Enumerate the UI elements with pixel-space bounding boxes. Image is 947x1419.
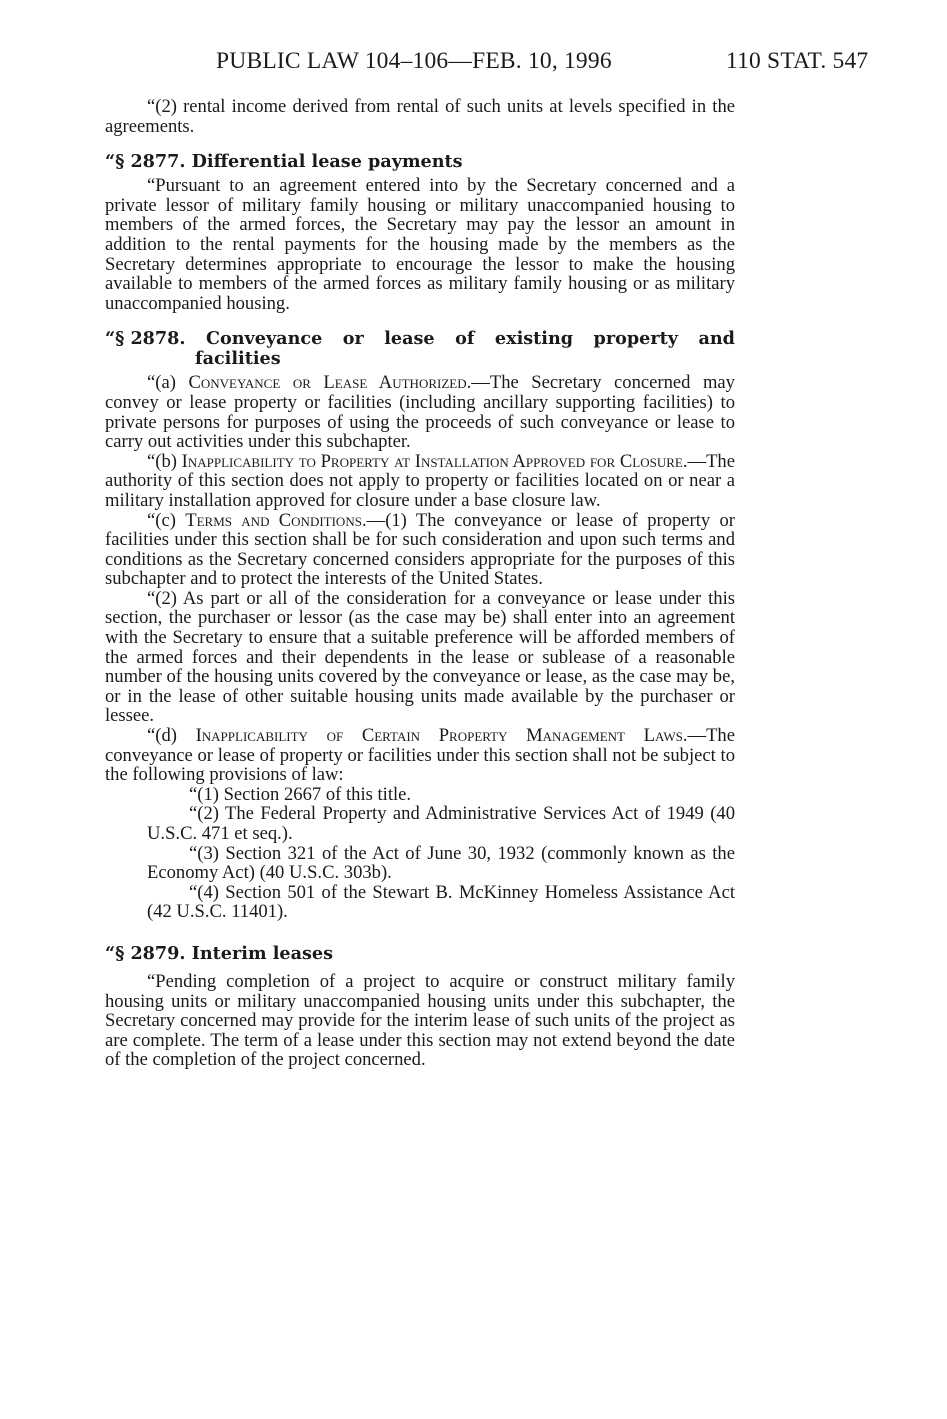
section-2877-heading: “§ 2877. Differential lease payments	[105, 151, 463, 173]
subsection-d-item-2: “(2) The Federal Property and Administrative Services Act of 1949 (40 U.S.C. 471 et seq.).	[147, 803, 735, 844]
section-2878-heading	[105, 329, 735, 369]
heading-word: lease	[384, 328, 435, 350]
heading-word: or	[342, 328, 364, 350]
page-number: 110 STAT. 547	[726, 48, 869, 74]
subsection-a-caption: Conveyance or Lease Authorized.	[188, 372, 472, 394]
section-2878-heading-line2: facilities	[195, 348, 281, 370]
section-2877-body: “Pursuant to an agreement entered into by the Secretary concerned and a private lessor of military family housing or military unaccompanied housing to members of the armed forces, the Secretary may pay the lessor an amount in addition to the rental payments for the housing made by the members as the Secretary determines appropriate to encourage the lessor to make the housing available to members of the armed forces as military family housing or as military unaccompanied housing.	[105, 175, 735, 314]
section-2878-heading-line1	[105, 329, 735, 349]
page-body	[105, 97, 735, 1070]
running-head	[0, 48, 947, 78]
subsection-c-caption: Terms and Conditions.	[185, 509, 367, 531]
heading-word: of	[455, 328, 475, 350]
subsection-c: “(c) Terms and Conditions.—(1) The conveyance or lease of property or facilities under this section shall be for such consideration and upon such terms and conditions as the Secretary concerned considers appropriate for the purposes of this subchapter and to protect the interests of the United States.	[105, 509, 736, 590]
heading-word: property	[593, 328, 678, 350]
subsection-d-item-1: “(1) Section 2667 of this title.	[189, 783, 412, 805]
running-head-title: PUBLIC LAW 104–106—FEB. 10, 1996	[216, 48, 612, 74]
section-2879-heading: “§ 2879. Interim leases	[105, 942, 333, 964]
section-2879-body: “Pending completion of a project to acquire or construct military family housing units or military unaccompanied housing units under this subchapter, the Secretary concerned may provide for the interim lease of such units of the project as are complete. The term of a lease under this section may not extend beyond the date of the completion of the project concerned.	[105, 970, 735, 1071]
subsection-b-caption: Inapplicability to Property at Installation Approved for Closure.	[181, 450, 688, 472]
subsection-c-paragraph-2: “(2) As part or all of the consideration for a conveyance or lease under this section, the purchaser or lessor (as the case may be) shall enter into an agreement with the Secretary to ensure that a suitable preference will be afforded members of the armed forces and their dependents in the lease or sublease of a reasonable number of the housing units covered by the conveyance or lease, as the case may be, or in the lease of other suitable housing units made available by the purchaser or lessee.	[105, 587, 735, 727]
heading-word: existing	[494, 328, 574, 350]
subsection-d-caption: Inapplicability of Certain Property Management Laws.	[195, 725, 688, 747]
subsection-d-item-4: “(4) Section 501 of the Stewart B. McKinney Homeless Assistance Act (42 U.S.C. 11401).	[147, 881, 735, 923]
heading-word: and	[698, 328, 735, 350]
continued-paragraph: “(2) rental income derived from rental of such units at levels specified in the agreements.	[105, 96, 735, 137]
section-2878-number: “§ 2878.	[105, 328, 186, 350]
subsection-b: “(b) Inapplicability to Property at Installation Approved for Closure.—The authority of this section does not apply to property or facilities located on or near a military installation approved for closure under a base closure law.	[105, 450, 735, 511]
heading-word: Conveyance	[206, 328, 323, 350]
subsection-d: “(d) Inapplicability of Certain Property Management Laws.—The conveyance or lease of property or facilities under this section shall not be subject to the following provisions of law:	[105, 725, 735, 786]
subsection-d-item-3: “(3) Section 321 of the Act of June 30, 1932 (commonly known as the Economy Act) (40 U.S.C. 303b).	[147, 842, 735, 884]
subsection-a: “(a) Conveyance or Lease Authorized.—The Secretary concerned may convey or lease property or facilities (including ancillary supporting facilities) to private persons for purposes of using the proceeds of such conveyance or lease to carry out activities under this subchapter.	[105, 372, 735, 453]
